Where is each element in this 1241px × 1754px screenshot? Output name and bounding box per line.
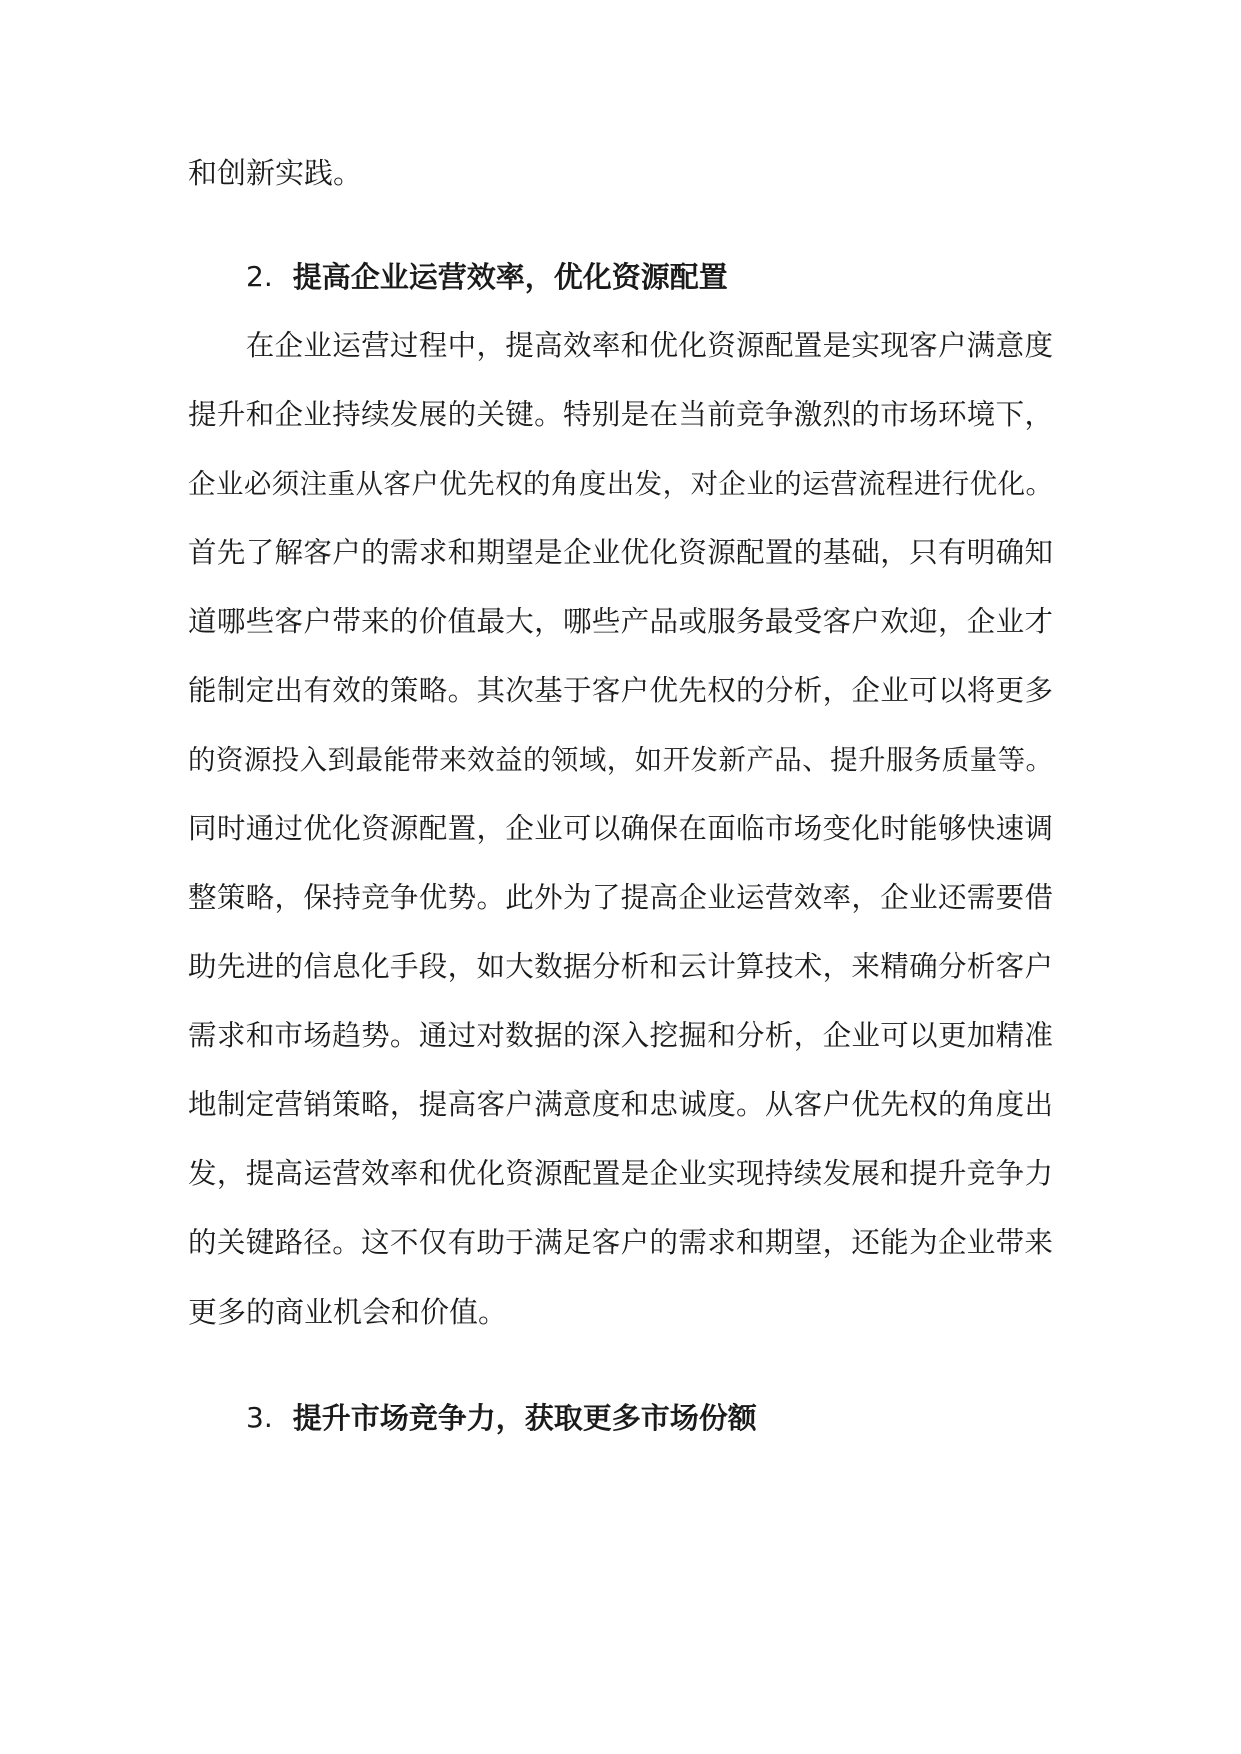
paragraph-continuation: 和创新实践。 <box>188 156 363 190</box>
paragraph-line: 地制定营销策略，提高客户满意度和忠诚度。从客户优先权的角度出 <box>188 1088 1053 1121</box>
paragraph-line: 的关键路径。这不仅有助于满足客户的需求和期望，还能为企业带来 <box>188 1226 1053 1259</box>
paragraph-line: 在企业运营过程中，提高效率和优化资源配置是实现客户满意度 <box>188 329 1053 362</box>
paragraph-line: 提升和企业持续发展的关键。特别是在当前竞争激烈的市场环境下， <box>188 398 1053 431</box>
paragraph-line: 更多的商业机会和价值。 <box>188 1295 508 1329</box>
section-number: 2. <box>246 260 273 293</box>
paragraph-line: 的资源投入到最能带来效益的领域，如开发新产品、提升服务质量等。 <box>188 744 1053 776</box>
paragraph-line: 能制定出有效的策略。其次基于客户优先权的分析，企业可以将更多 <box>188 674 1053 707</box>
paragraph-line: 首先了解客户的需求和期望是企业优化资源配置的基础，只有明确知 <box>188 536 1053 569</box>
paragraph-line: 道哪些客户带来的价值最大，哪些产品或服务最受客户欢迎，企业才 <box>188 605 1053 638</box>
section-heading-2 <box>246 257 728 297</box>
paragraph-line: 企业必须注重从客户优先权的角度出发，对企业的运营流程进行优化。 <box>188 468 1053 500</box>
section-title: 提高企业运营效率，优化资源配置 <box>292 260 728 294</box>
paragraph-line: 整策略，保持竞争优势。此外为了提高企业运营效率，企业还需要借 <box>188 881 1053 914</box>
section-heading-3 <box>246 1398 757 1438</box>
paragraph-line: 发，提高运营效率和优化资源配置是企业实现持续发展和提升竞争力 <box>188 1157 1053 1190</box>
section-number: 3. <box>246 1401 273 1434</box>
paragraph-line: 助先进的信息化手段，如大数据分析和云计算技术，来精确分析客户 <box>188 950 1053 983</box>
paragraph-line: 同时通过优化资源配置，企业可以确保在面临市场变化时能够快速调 <box>188 812 1053 845</box>
section-title: 提升市场竞争力，获取更多市场份额 <box>292 1401 757 1435</box>
paragraph-line: 需求和市场趋势。通过对数据的深入挖掘和分析，企业可以更加精准 <box>188 1019 1053 1052</box>
